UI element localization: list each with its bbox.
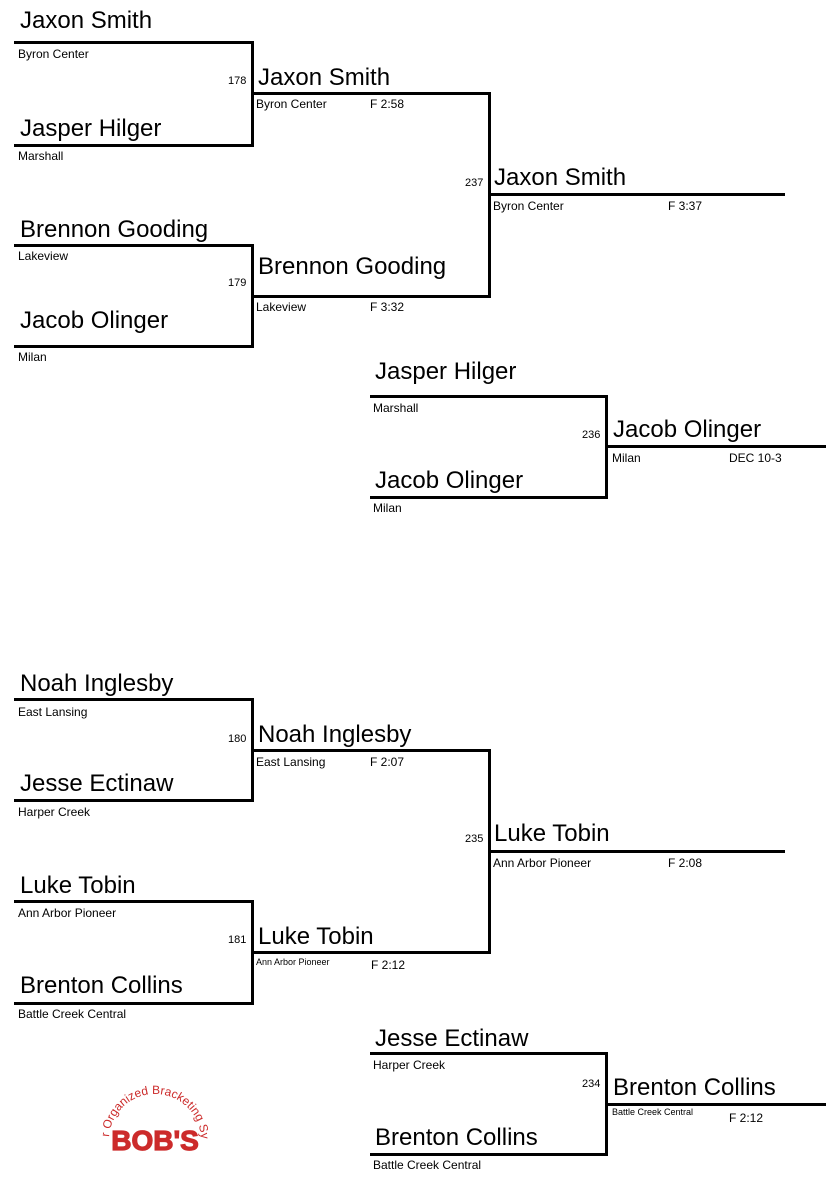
bracket-line <box>370 395 608 398</box>
bout-number: 237 <box>465 177 484 189</box>
bracket-line <box>254 92 491 95</box>
wrestler-name: Brenton Collins <box>613 1074 776 1101</box>
bout-number: 235 <box>465 833 484 845</box>
match-result: F 3:37 <box>668 199 703 213</box>
bracket-line <box>14 244 254 247</box>
bout-number: 178 <box>228 75 247 87</box>
bobs-logo <box>95 1078 215 1178</box>
wrestler-team: Battle Creek Central <box>18 1007 127 1021</box>
wrestler-name: Jaxon Smith <box>494 164 627 191</box>
wrestler-name: Jacob Olinger <box>613 416 762 443</box>
bracket-line <box>370 1153 608 1156</box>
bracket-line <box>491 193 785 196</box>
bout-number: 234 <box>582 1078 601 1090</box>
wrestler-team: Ann Arbor Pioneer <box>18 906 117 920</box>
bracket-line <box>14 144 254 147</box>
wrestler-team: Byron Center <box>256 97 327 111</box>
wrestler-team: Ann Arbor Pioneer <box>493 856 592 870</box>
match-result: F 2:12 <box>371 958 406 972</box>
bout-number: 236 <box>582 429 601 441</box>
wrestler-name: Jasper Hilger <box>375 358 517 385</box>
match-result: DEC 10-3 <box>729 451 782 465</box>
bout-number: 181 <box>228 934 247 946</box>
logo-graphic <box>95 1078 215 1178</box>
wrestler-name: Luke Tobin <box>494 820 610 847</box>
bracket-line <box>254 295 491 298</box>
bracket-line <box>370 1052 608 1055</box>
wrestler-team: Harper Creek <box>373 1058 446 1072</box>
bracket-line <box>608 1103 826 1106</box>
bracket-line <box>14 345 254 348</box>
wrestler-team: East Lansing <box>18 705 88 719</box>
bracket-line <box>14 1002 254 1005</box>
bracket-line <box>491 850 785 853</box>
wrestler-team: East Lansing <box>256 755 326 769</box>
logo-ring-text: r Organized Bracketing Sy <box>98 1082 213 1140</box>
wrestler-name: Brennon Gooding <box>20 216 209 243</box>
wrestler-name: Brennon Gooding <box>258 253 447 280</box>
wrestler-team: Milan <box>612 451 641 465</box>
wrestler-team: Milan <box>18 350 47 364</box>
bracket-line <box>254 951 491 954</box>
wrestler-team: Battle Creek Central <box>612 1107 694 1117</box>
bracket-line <box>370 496 608 499</box>
wrestler-team: Milan <box>373 501 402 515</box>
bracket-line <box>14 799 254 802</box>
bracket-line <box>14 900 254 903</box>
wrestler-team: Ann Arbor Pioneer <box>256 957 330 967</box>
wrestler-name: Jaxon Smith <box>258 64 391 91</box>
bout-number: 179 <box>228 277 247 289</box>
wrestler-name: Noah Inglesby <box>258 721 412 748</box>
wrestler-name: Luke Tobin <box>258 923 374 950</box>
wrestler-team: Lakeview <box>256 300 307 314</box>
wrestler-name: Jasper Hilger <box>20 115 162 142</box>
wrestler-name: Jaxon Smith <box>20 7 153 34</box>
wrestler-team: Marshall <box>18 149 64 163</box>
match-result: F 2:12 <box>729 1111 764 1125</box>
match-result: F 2:58 <box>370 97 405 111</box>
wrestler-team: Byron Center <box>493 199 564 213</box>
wrestler-team: Harper Creek <box>18 805 91 819</box>
wrestler-name: Jesse Ectinaw <box>20 770 174 797</box>
wrestler-name: Jacob Olinger <box>20 307 169 334</box>
logo-center-text: BOB'S <box>111 1125 199 1156</box>
match-result: F 2:08 <box>668 856 703 870</box>
bout-number: 180 <box>228 733 247 745</box>
bracket-line <box>14 41 254 44</box>
match-result: F 2:07 <box>370 755 405 769</box>
wrestler-name: Noah Inglesby <box>20 670 174 697</box>
wrestler-name: Jacob Olinger <box>375 467 524 494</box>
wrestler-name: Brenton Collins <box>375 1124 538 1151</box>
match-result: F 3:32 <box>370 300 405 314</box>
wrestler-name: Jesse Ectinaw <box>375 1025 529 1052</box>
wrestler-name: Brenton Collins <box>20 972 183 999</box>
wrestler-team: Marshall <box>373 401 419 415</box>
wrestler-team: Lakeview <box>18 249 69 263</box>
wrestler-team: Byron Center <box>18 47 89 61</box>
bracket-line <box>608 445 826 448</box>
wrestler-team: Battle Creek Central <box>373 1158 482 1172</box>
bracket-line <box>14 698 254 701</box>
bracket-line <box>254 749 491 752</box>
wrestler-name: Luke Tobin <box>20 872 136 899</box>
